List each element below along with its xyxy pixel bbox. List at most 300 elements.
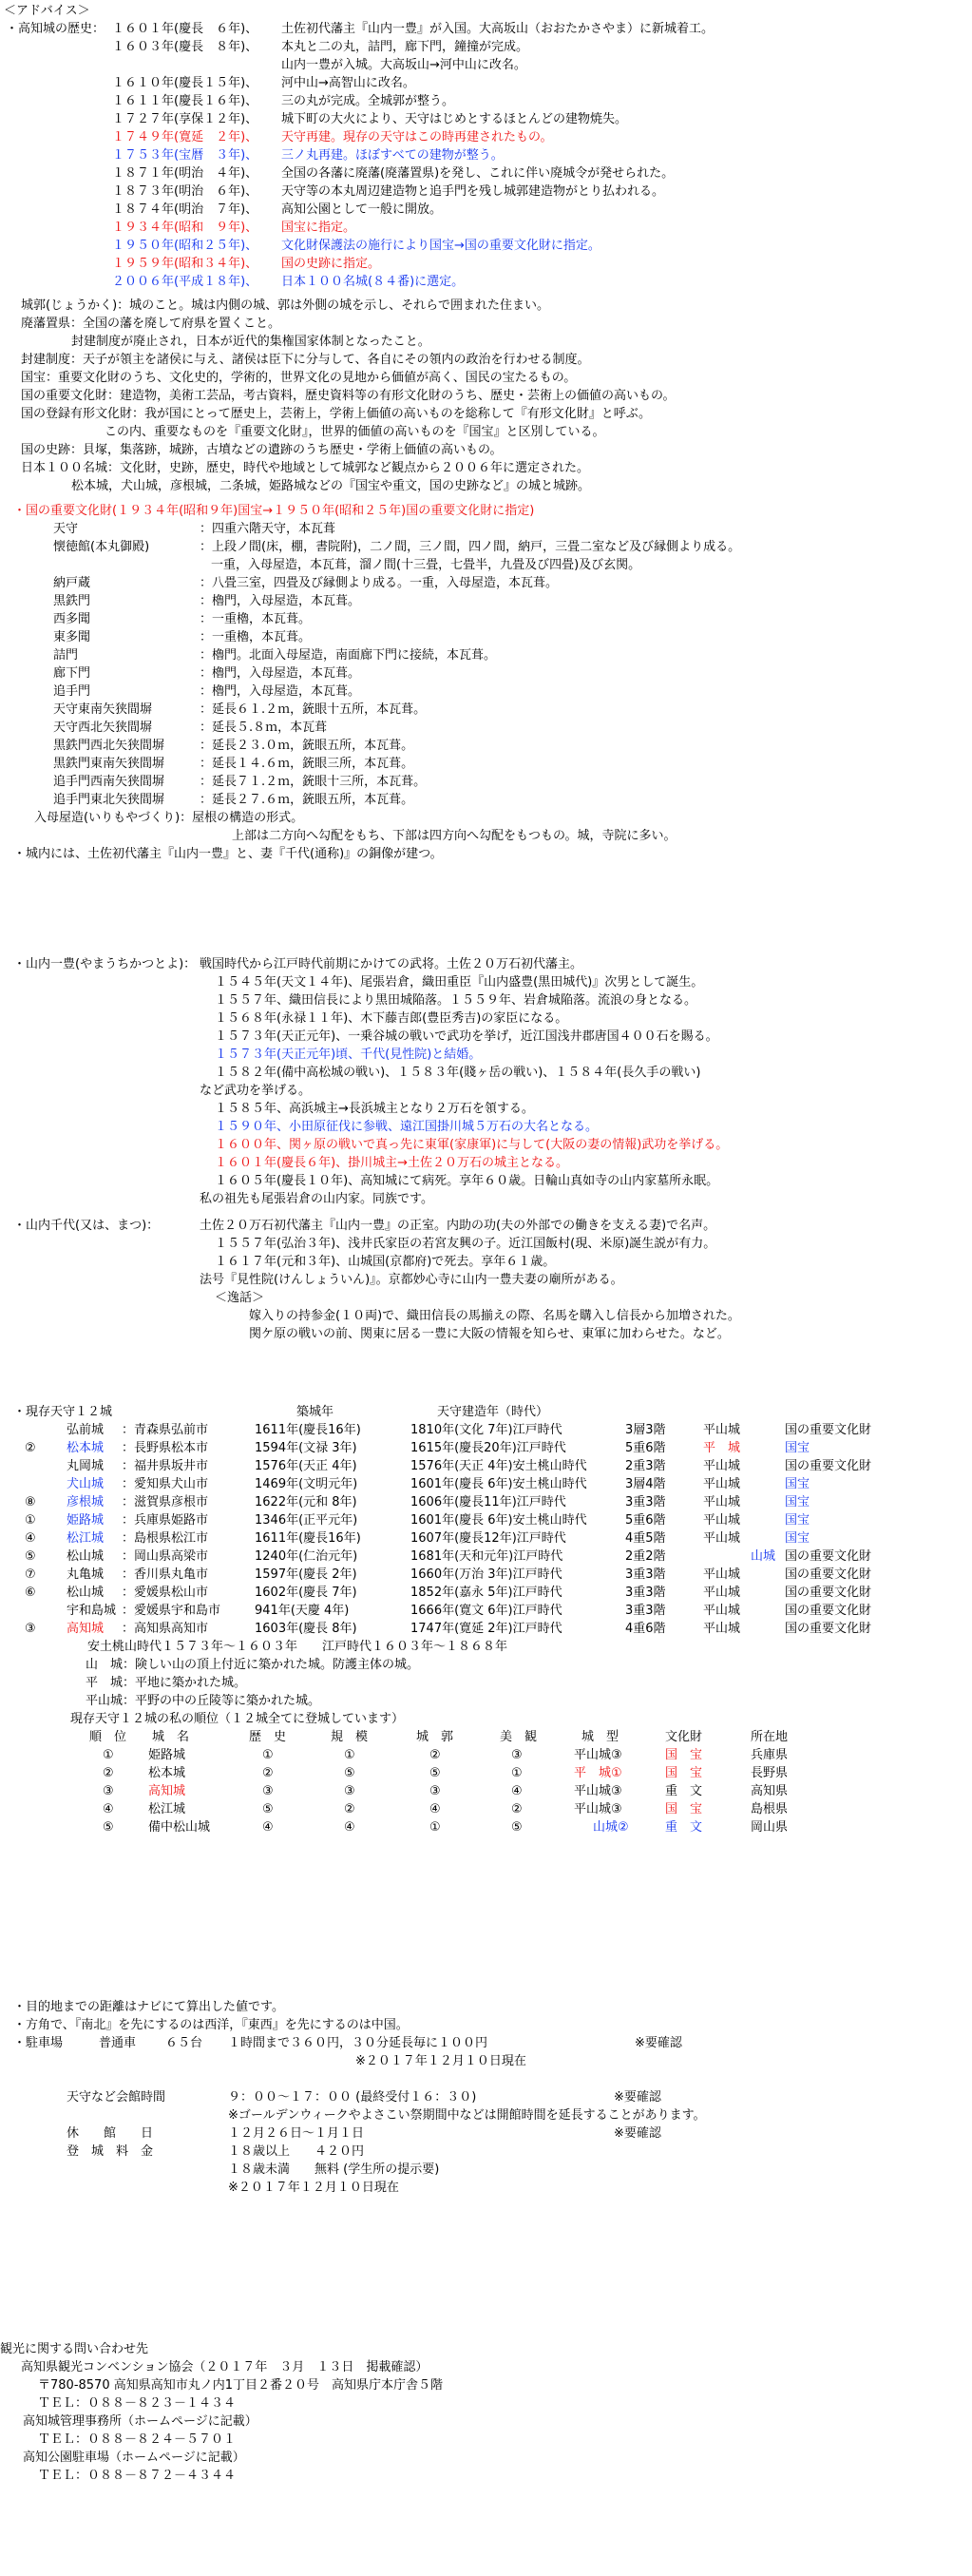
castle-floors: 3重3階 [625, 1567, 666, 1582]
rank-header-cell: 順 位 [89, 1730, 127, 1744]
history-entry [0, 56, 972, 74]
rank-title [0, 1710, 972, 1728]
periods-text: 安土桃山時代１５７３年～１６０３年 江戸時代１６０３年～１８６８年 [87, 1640, 508, 1654]
parking-date [0, 2052, 972, 2070]
glossary-text: 城郭(じょうかく)：城のこと。城は内側の城、郭は外側の城を示し、それらで囲まれた住まい。 [21, 298, 550, 313]
parking-label: ・駐車場 [13, 2036, 64, 2050]
header-text: ＜アドバイス＞ [4, 4, 90, 18]
glossary-entry [0, 477, 972, 495]
glossary-entry [0, 387, 972, 405]
structure-item [0, 556, 972, 574]
castle-mark: ③ [25, 1622, 36, 1636]
structure-name: 天守西北矢狭間塀 [53, 721, 153, 735]
visit-info-section [0, 1998, 972, 2197]
rank-scale: ④ [344, 1820, 355, 1835]
structure-name: 納戸蔵 [53, 576, 91, 590]
castle-type: 平山城 [703, 1423, 741, 1437]
rank-scale: ⑤ [344, 1766, 355, 1780]
history-date: １９５０年(昭和２５年)、 [112, 239, 258, 253]
structure-item [0, 628, 972, 646]
parking-date-text: ※２０１７年１２月１０日現在 [355, 2054, 526, 2068]
structure-name: 天守 [53, 522, 79, 536]
history-entry [0, 201, 972, 219]
castle-built: 1469年(文明元年) [255, 1477, 358, 1491]
castle-type: 平山城 [703, 1477, 741, 1491]
glossary-entry [0, 333, 972, 351]
castle-floors: 4重6階 [625, 1622, 666, 1636]
castle-keep: 1666年(寛文 6年)江戸時代 [410, 1604, 562, 1618]
visit-value: ９：００～１７：００ (最終受付１６：３０) [228, 2090, 477, 2105]
structure-item [0, 773, 972, 791]
castle-type-text: 平 城：平地に築かれた城。 [86, 1676, 247, 1690]
structure-desc: ：延長２７.６ｍ，銃眼五所，本瓦葺。 [200, 793, 414, 807]
history-text: 全国の各藩に廃藩(廃藩置県)を発し、これに伴い廃城令が発せられた。 [281, 166, 675, 181]
chiyo-event-text: １５５７年(弘治３年)、浅井氏家臣の若宮友興の子。近江国飯村(現、米原)誕生説が有力。 [215, 1237, 716, 1251]
note [0, 1998, 972, 2016]
structure-item [0, 791, 972, 809]
contact-text: 観光に関する問い合わせ先 [0, 2342, 149, 2356]
anecdote-label [0, 1289, 972, 1307]
castle-location: ：福井県坂井市 [122, 1459, 209, 1473]
history-entry [0, 164, 972, 183]
castle-type: 平山城 [703, 1459, 741, 1473]
rank-no: ② [103, 1766, 114, 1780]
castle-keep: 1576年(天正 4年)安土桃山時代 [410, 1459, 587, 1473]
castle-floors: 3重3階 [625, 1604, 666, 1618]
structure-item [0, 610, 972, 628]
history-entry [0, 110, 972, 128]
history-date: １８７３年(明治 ６年)、 [112, 184, 258, 199]
castle-row [0, 1475, 972, 1493]
glossary-entry [0, 315, 972, 333]
castle-row [0, 1548, 972, 1566]
glossary-text: 国宝：重要文化財のうち、文化史的，学術的，世界文化の見地から価値が高く、国民の宝たるもの。 [21, 371, 577, 385]
castle-location: ：高知県高知市 [122, 1622, 209, 1636]
castle-type-text: 平山城：平野の中の丘陵等に築かれた城。 [86, 1694, 321, 1708]
rank-row [0, 1746, 972, 1764]
history-text: 天守再建。現存の天守はこの時再建されたもの。 [281, 130, 553, 144]
castle-built: 1576年(天正 4年) [255, 1459, 357, 1473]
castle-status: 国宝 [785, 1531, 810, 1546]
visit-value: １２月２６日～１月１日 [228, 2126, 365, 2141]
rank-beauty: ① [511, 1766, 523, 1780]
kazutoyo-event [0, 1046, 972, 1064]
castle-location: ：青森県弘前市 [122, 1423, 209, 1437]
history-date: １６０３年(慶長 ８年)、 [112, 40, 258, 54]
irimoya-text: 入母屋造(いりもやづくり)：屋根の構造の形式。 [34, 811, 304, 825]
castle-row [0, 1566, 972, 1584]
castle-name: 犬山城 [67, 1477, 105, 1491]
chiyo-event [0, 1253, 972, 1271]
history-date: １６０１年(慶長 ６年)、 [112, 22, 258, 36]
castle-mark: ① [25, 1513, 36, 1528]
history-entry [0, 146, 972, 164]
history-text: 高知公園として一般に開放。 [281, 202, 443, 217]
castles-header [0, 1403, 972, 1421]
structure-desc: ：櫓門，入母屋造，本瓦葺。 [200, 666, 361, 681]
castle-type: 平山城 [703, 1495, 741, 1509]
glossary-entry [0, 441, 972, 459]
kazutoyo-label: ・山内一豊(やまうちかつとよ)： [13, 957, 197, 971]
castle-row [0, 1511, 972, 1529]
castle-location: ：島根県松江市 [122, 1531, 209, 1546]
rank-cultural: 国 宝 [665, 1766, 703, 1780]
history-label: ・高知城の歴史： [6, 22, 105, 36]
structure-item [0, 737, 972, 755]
rank-row [0, 1818, 972, 1836]
visit-note: ※要確認 [614, 2090, 661, 2105]
castle-status: 国宝 [785, 1441, 810, 1455]
contact-line [0, 2376, 972, 2394]
castle-built: 1622年(元和 8年) [255, 1495, 357, 1509]
rank-walls: ② [429, 1748, 441, 1762]
history-text: 日本１００名城(８４番)に選定。 [281, 275, 465, 289]
kazutoyo-event [0, 1118, 972, 1136]
castle-location: ：愛知県犬山市 [122, 1477, 209, 1491]
parking [0, 2034, 972, 2052]
castle-mark: ④ [25, 1531, 36, 1546]
castle-keep: 1601年(慶長 6年)安土桃山時代 [410, 1513, 587, 1528]
castle-location: ：兵庫県姫路市 [122, 1513, 209, 1528]
structure-item [0, 682, 972, 701]
castle-floors: 3層4階 [625, 1477, 666, 1491]
castles-title: ・現存天守１２城 [13, 1405, 113, 1419]
history-entry [0, 183, 972, 201]
glossary-entry [0, 369, 972, 387]
statue-text: ・城内には、土佐初代藩主『山内一豊』と、妻『千代(通称)』の銅像が建つ。 [13, 847, 443, 861]
castle-floors: 2重2階 [625, 1549, 666, 1564]
structure-desc: ：延長６１.２ｍ，銃眼十五所，本瓦葺。 [200, 702, 427, 717]
rank-cultural: 重 文 [665, 1820, 703, 1835]
castle-type-def [0, 1692, 972, 1710]
history-text: 本丸と二の丸，詰門，廊下門，鐘撞が完成。 [281, 40, 529, 54]
contact-text: ＴＥＬ：０８８－８２３－１４３４ [38, 2396, 237, 2411]
rank-header-cell: 文化財 [665, 1730, 703, 1744]
kazutoyo-event-text: １５９０年、小田原征伐に参戦、遠江国掛川城５万石の大名となる。 [215, 1120, 599, 1134]
glossary-entry [0, 351, 972, 369]
castle-row [0, 1620, 972, 1638]
rank-walls: ⑤ [429, 1766, 441, 1780]
castle-floors: 4重5階 [625, 1531, 666, 1546]
structures-title [0, 502, 972, 520]
rank-castle-name: 松江城 [148, 1802, 186, 1817]
castle-floors: 2重3階 [625, 1459, 666, 1473]
rank-walls: ① [429, 1820, 441, 1835]
history-text: 城下町の大火により、天守はじめとするほとんどの建物焼失。 [281, 112, 628, 126]
history-date: １９３４年(昭和 ９年)、 [112, 221, 258, 235]
structure-desc: ：櫓門，入母屋造，本瓦葺。 [200, 684, 361, 699]
castle-name: 丸岡城 [67, 1459, 105, 1473]
parking-kind: 普通車 [99, 2036, 137, 2050]
castle-type-def [0, 1656, 972, 1674]
contact-line [0, 2467, 972, 2485]
structure-name: 天守東南矢狭間塀 [53, 702, 153, 717]
castle-mark: ② [25, 1441, 36, 1455]
contacts-section [0, 2340, 972, 2485]
castle-floors: 5重6階 [625, 1513, 666, 1528]
structure-name: 黒鉄門 [53, 594, 91, 608]
castle-name: 松山城 [67, 1549, 105, 1564]
rank-header [0, 1728, 972, 1746]
castle-name: 弘前城 [67, 1423, 105, 1437]
glossary-text: 松本城，犬山城，彦根城，二条城，姫路城などの『国宝や重文，国の史跡など』の城と城跡。 [71, 479, 591, 493]
rank-beauty: ② [511, 1802, 523, 1817]
structure-desc: ：櫓門，入母屋造，本瓦葺。 [200, 594, 361, 608]
kazutoyo-event [0, 1136, 972, 1154]
castle-location: ：愛媛県松山市 [122, 1586, 209, 1600]
castle-status: 国の重要文化財 [785, 1549, 872, 1564]
structure-item [0, 646, 972, 664]
structure-item [0, 701, 972, 719]
visit-row [0, 2161, 972, 2179]
structure-item [0, 520, 972, 538]
chiyo-intro [0, 1217, 972, 1235]
structure-name: 黒鉄門東南矢狭間塀 [53, 757, 165, 771]
structure-name: 東多聞 [53, 630, 91, 644]
rank-location: 岡山県 [751, 1820, 789, 1835]
visit-row [0, 2088, 972, 2106]
kazutoyo-event [0, 1154, 972, 1172]
note [0, 2016, 972, 2034]
rank-type: 山城② [593, 1820, 629, 1835]
kazutoyo-event-text: など武功を挙げる。 [200, 1084, 312, 1098]
contact-line [0, 2340, 972, 2358]
contact-line [0, 2358, 972, 2376]
note-text: ・目的地までの距離はナビにて算出した値です。 [13, 2000, 284, 2014]
irimoya-definition [0, 809, 972, 827]
contact-text: ＴＥＬ：０８８－８２４－５７０１ [38, 2432, 237, 2447]
chiyo-event-text: １６１７年(元和３年)、山城国(京都府)で死去。享年６１歳。 [215, 1255, 556, 1269]
rank-row [0, 1800, 972, 1818]
castle-type: 平山城 [703, 1567, 741, 1582]
kazutoyo-event [0, 1100, 972, 1118]
kazutoyo-event-text: １５８５年、高浜城主→長浜城主となり２万石を領する。 [215, 1102, 534, 1116]
structure-name: 追手門東北矢狭間塀 [53, 793, 165, 807]
rank-no: ③ [103, 1784, 114, 1798]
contact-text: 高知公園駐車場（ホームページに記載） [23, 2451, 245, 2465]
structure-item [0, 719, 972, 737]
rank-header-cell: 規 模 [331, 1730, 369, 1744]
rank-header-cell: 所在地 [751, 1730, 789, 1744]
history-date: １７４９年(寛延 ２年)、 [112, 130, 258, 144]
rank-walls: ④ [429, 1802, 441, 1817]
castle-row [0, 1584, 972, 1602]
history-text: 三ノ丸再建。ほぼすべての建物が整う。 [281, 148, 504, 163]
history-entry [0, 128, 972, 146]
rank-no: ④ [103, 1802, 114, 1817]
castle-status: 国の重要文化財 [785, 1622, 872, 1636]
rank-history: ③ [262, 1784, 274, 1798]
rank-history: ⑤ [262, 1802, 274, 1817]
castle-keep: 1615年(慶長20年)江戸時代 [410, 1441, 566, 1455]
castle-mark: ⑧ [25, 1495, 36, 1509]
spacer [0, 2070, 972, 2088]
rank-type: 平山城③ [574, 1802, 622, 1817]
history-text: 河中山→高智山に改名。 [281, 76, 415, 90]
visit-label: 休 館 日 [67, 2126, 154, 2141]
structure-name: 追手門 [53, 684, 91, 699]
structure-desc: ：一重櫓，本瓦葺。 [200, 630, 312, 644]
kazutoyo-event-text: １５５７年、織田信長により黒田城陥落。１５５９年、岩倉城陥落。流浪の身となる。 [215, 993, 697, 1008]
structures-title-text: ・国の重要文化財(１９３４年(昭和９年)国宝→１９５０年(昭和２５年)国の重要文化財に指定) [13, 504, 535, 518]
structure-name: 追手門西南矢狭間塀 [53, 775, 165, 789]
history-entry [0, 38, 972, 56]
note-text: ・方角で、『南北』を先にするのは西洋，『東西』を先にするのは中国。 [13, 2018, 409, 2032]
glossary-entry [0, 297, 972, 315]
anecdote-text: 嫁入りの持参金(１０両)で、織田信長の馬揃えの際、名馬を購入し信長から加増された。 [249, 1309, 740, 1323]
rank-type: 平山城③ [574, 1784, 622, 1798]
castle-row [0, 1457, 972, 1475]
castle-row [0, 1421, 972, 1439]
castle-built: 1602年(慶長 7年) [255, 1586, 357, 1600]
castle-keep: 1606年(慶長11年)江戸時代 [410, 1495, 566, 1509]
castle-name: 松山城 [67, 1586, 105, 1600]
rank-castle-name: 姫路城 [148, 1748, 186, 1762]
history-text: 土佐初代藩主『山内一豊』が入国。大高坂山（おおたかさやま）に新城着工。 [281, 22, 715, 36]
castle-type: 平山城 [703, 1586, 741, 1600]
history-date: ２００６年(平成１８年)、 [112, 275, 258, 289]
castle-location: ：愛媛県宇和島市 [122, 1604, 221, 1618]
parking-count: ６５台 [165, 2036, 203, 2050]
structure-name: 廊下門 [53, 666, 91, 681]
castle-keep: 1607年(慶長12年)江戸時代 [410, 1531, 566, 1546]
rank-no: ① [103, 1748, 114, 1762]
kazutoyo-event [0, 991, 972, 1009]
history-date: １６１１年(慶長１６年)、 [112, 94, 258, 108]
glossary-entry [0, 423, 972, 441]
kazutoyo-event-text: １５６８年(永禄１１年)、木下藤吉郎(豊臣秀吉)の家臣になる。 [215, 1011, 568, 1026]
important-cultural-property-section [0, 502, 972, 863]
history-text: 三の丸が完成。全城郭が整う。 [281, 94, 455, 108]
castle-location: ：岡山県高梁市 [122, 1549, 209, 1564]
castle-type: 平山城 [703, 1622, 741, 1636]
glossary-entry [0, 405, 972, 423]
rank-beauty: ⑤ [511, 1820, 523, 1835]
castle-status: 国の重要文化財 [785, 1459, 872, 1473]
rank-title-text: 現存天守１２城の私の順位（１２城全てに登城しています） [70, 1712, 405, 1726]
castle-type-text: 山 城：険しい山の頂上付近に築かれた城。防護主体の城。 [86, 1658, 420, 1672]
visit-row [0, 2124, 972, 2143]
castle-built: 1594年(文禄 3年) [255, 1441, 357, 1455]
history-entry [0, 237, 972, 255]
glossary-entry [0, 459, 972, 477]
rank-scale: ② [344, 1802, 355, 1817]
structure-desc: 一重，入母屋造，本瓦葺，溜ノ間(十三畳，七畳半，九畳及び四畳)及び玄関。 [211, 558, 641, 572]
chiyo-label: ・山内千代(又は、まつ)： [13, 1219, 160, 1233]
castle-status: 国の重要文化財 [785, 1423, 872, 1437]
advice-header [0, 2, 972, 20]
history-entry [0, 273, 972, 291]
structure-item [0, 574, 972, 592]
glossary-text: この内、重要なものを『重要文化財』，世界的価値の高いものを『国宝』と区別している。 [105, 425, 605, 439]
castle-keep: 1810年(文化 7年)江戸時代 [410, 1423, 562, 1437]
visit-value: １８歳未満 無料 (学生所の提示要) [228, 2163, 440, 2177]
kazutoyo-event-text: 私の祖先も尾張岩倉の山内家。同族です。 [200, 1192, 433, 1206]
castle-row [0, 1602, 972, 1620]
structure-desc: ：延長７１.２ｍ，銃眼十三所，本瓦葺。 [200, 775, 427, 789]
rank-row [0, 1782, 972, 1800]
castle-type-def [0, 1674, 972, 1692]
history-text: 文化財保護法の施行により国宝→国の重要文化財に指定。 [281, 239, 600, 253]
visit-row [0, 2179, 972, 2197]
castle-keep: 1601年(慶長 6年)安土桃山時代 [410, 1477, 587, 1491]
rank-scale: ③ [344, 1784, 355, 1798]
visit-value: １８歳以上 ４２０円 [228, 2144, 365, 2159]
history-entry [0, 20, 972, 38]
glossary-text: 国の登録有形文化財：我が国にとって歴史上，芸術上，学術上価値の高いものを総称して『有形文化財』と呼ぶ。 [21, 407, 652, 421]
rank-type: 平 城① [574, 1766, 622, 1780]
rank-cultural: 国 宝 [665, 1748, 703, 1762]
history-text: 国の史跡に指定。 [281, 257, 381, 271]
visit-row [0, 2143, 972, 2161]
chiyo-intro-text: 土佐２０万石初代藩主『山内一豊』の正室。内助の功(夫の外部での働きを支える妻)で名声。 [200, 1219, 716, 1233]
structure-name: 詰門 [53, 648, 79, 663]
castle-location: ：長野県松本市 [122, 1441, 209, 1455]
castle-status: 国宝 [785, 1495, 810, 1509]
rank-no: ⑤ [103, 1820, 114, 1835]
rank-beauty: ④ [511, 1784, 523, 1798]
kazutoyo-event [0, 973, 972, 991]
kazutoyo-event-text: １６００年、関ヶ原の戦いで真っ先に東軍(家康軍)に与して(大阪の妻の情報)武功を挙げる。 [215, 1138, 729, 1152]
castle-floors: 5重6階 [625, 1441, 666, 1455]
contact-text: 〒780-8570 高知県高知市丸ノ内1丁目２番２０号 高知県庁本庁舎５階 [38, 2378, 443, 2393]
history-entry [0, 92, 972, 110]
statue-note [0, 845, 972, 863]
structure-item [0, 592, 972, 610]
castle-type: 平山城 [703, 1513, 741, 1528]
castle-type: 平山城 [703, 1531, 741, 1546]
castle-history-section [0, 20, 972, 291]
structure-desc: ：延長５.８ｍ，本瓦葺 [200, 721, 328, 735]
anecdote-label-text: ＜逸話＞ [215, 1291, 265, 1305]
structure-desc: ：延長１４.６ｍ，銃眼三所，本瓦葺。 [200, 757, 414, 771]
castle-status: 国の重要文化財 [785, 1567, 872, 1582]
visit-value: ※ゴールデンウィークやよさこい祭期間中などは開館時間を延長することがあります。 [228, 2108, 706, 2123]
castle-keep: 1660年(万治 3年)江戸時代 [410, 1567, 562, 1582]
castle-keep: 1747年(寛延 2年)江戸時代 [410, 1622, 562, 1636]
history-date: １９５９年(昭和３４年)、 [112, 257, 258, 271]
rank-castle-name: 備中松山城 [148, 1820, 211, 1835]
visit-row [0, 2106, 972, 2124]
rank-header-cell: 歴 史 [249, 1730, 287, 1744]
kazutoyo-event [0, 1082, 972, 1100]
structure-desc: ：櫓門。北面入母屋造，南面廊下門に接続，本瓦葺。 [200, 648, 497, 663]
castle-status: 国の重要文化財 [785, 1604, 872, 1618]
glossary-text: 国の重要文化財：建造物，美術工芸品，考古資料，歴史資料等の有形文化財のうち、歴史・芸術上の価値の高いもの。 [21, 389, 676, 403]
kazutoyo-event [0, 1009, 972, 1028]
castle-row [0, 1493, 972, 1511]
parking-fee: １時間まで３６０円，３０分延長毎に１００円 [228, 2036, 488, 2050]
contact-line [0, 2394, 972, 2413]
castle-name: 松江城 [67, 1531, 105, 1546]
structure-name: 黒鉄門西北矢狭間塀 [53, 739, 165, 753]
castle-mark: ⑦ [25, 1567, 36, 1582]
history-date: １７２７年(享保１２年)、 [112, 112, 258, 126]
anecdote-text: 関ケ原の戦いの前、関東に居る一豊に大阪の情報を知らせ、東軍に加わらせた。など。 [249, 1327, 730, 1341]
castle-type: 平山城 [703, 1604, 741, 1618]
castle-built: 1603年(慶長 8年) [255, 1622, 357, 1636]
kazutoyo-event [0, 1172, 972, 1190]
visit-label: 天守など会館時間 [67, 2090, 166, 2105]
chiyo-event [0, 1271, 972, 1289]
rank-header-cell: 城 郭 [416, 1730, 454, 1744]
castle-status: 国宝 [785, 1513, 810, 1528]
castle-floors: 3層3階 [625, 1423, 666, 1437]
castle-location: ：滋賀県彦根市 [122, 1495, 209, 1509]
rank-history: ① [262, 1748, 274, 1762]
history-date: １８７１年(明治 ４年)、 [112, 166, 258, 181]
structure-item [0, 755, 972, 773]
